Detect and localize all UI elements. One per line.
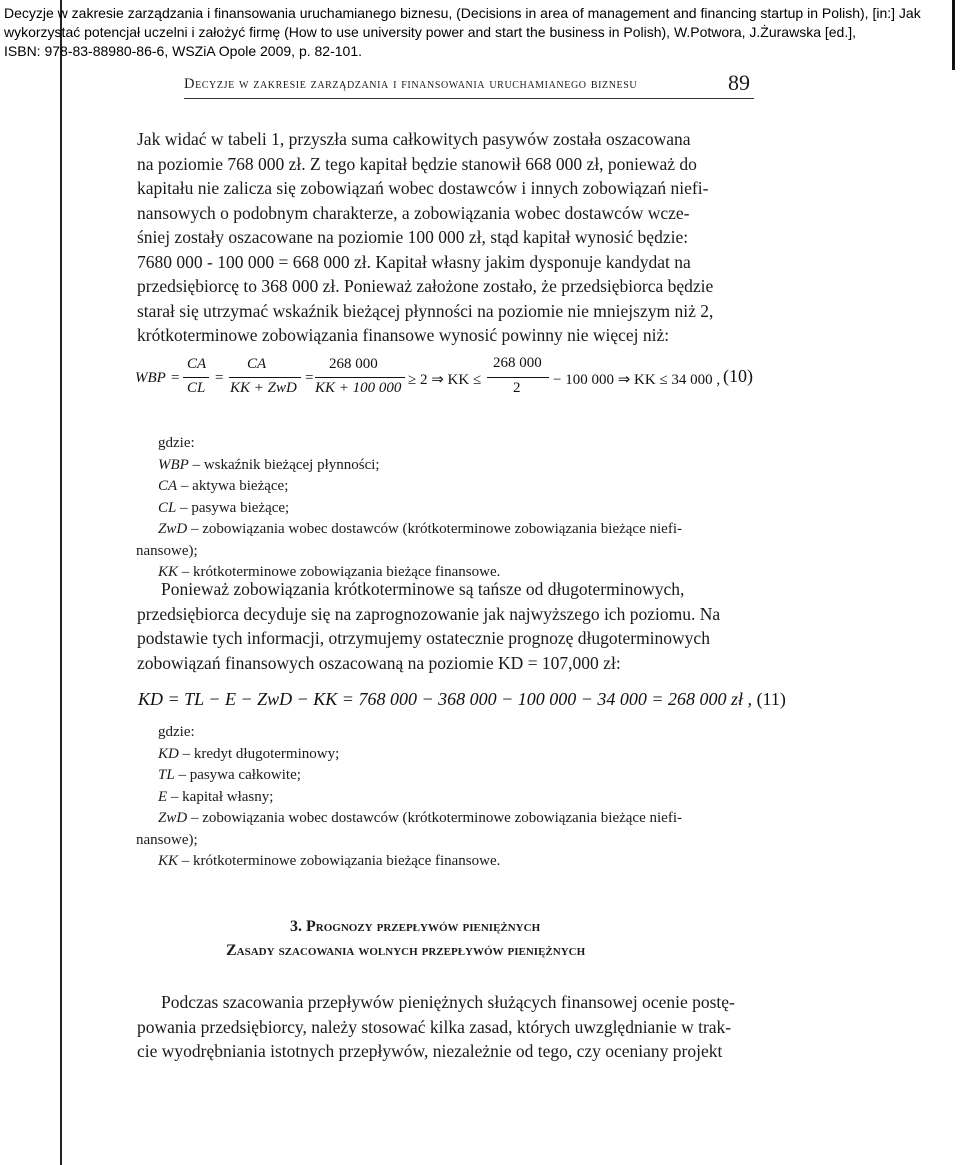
page-number: 89 <box>728 70 750 95</box>
definition-text: – kapitał własny; <box>167 788 274 805</box>
formula-operator: = <box>171 370 180 386</box>
text-line: 7680 000 - 100 000 = 668 000 zł. Kapitał własny jakim dysponuje kandydat na <box>137 251 691 272</box>
formula-operator: = <box>305 370 314 386</box>
fraction-bar <box>229 377 301 378</box>
text-line: przedsiębiorcę to 368 000 zł. Ponieważ założone zostało, że przedsiębiorca będzie <box>137 276 714 296</box>
definition-text: – wskaźnik bieżącej płynności; <box>188 456 380 473</box>
definition-text: – aktywa bieżące; <box>177 478 289 494</box>
definition-item <box>158 808 768 830</box>
definition-symbol: ZwD <box>158 521 188 537</box>
subsection-heading: Zasady szacowania wolnych przepływów pieniężnych <box>226 942 586 959</box>
formula-expression: KD = TL − E − ZwD − KK = 768 000 − 368 000 − 100 000 − 34 000 = 268 000 zł , <box>138 689 753 709</box>
definition-symbol: ZwD <box>158 810 188 826</box>
definition-text: – zobowiązania wobec dostawców (krótkoterminowe zobowiązania bieżące niefi- <box>187 521 682 537</box>
citation-line: Decyzje w zakresie zarządzania i finansowania uruchamianego biznesu, (Decisions in area of management and financing startup in Polish), [in:] Jak <box>4 5 921 21</box>
text-line: Jak widać w tabeli 1, przyszła suma całkowitych pasywów została oszacowana <box>137 129 691 149</box>
text-line: kapitału nie zalicza się zobowiązań wobec dostawców i innych zobowiązań niefi- <box>137 178 709 198</box>
definition-item <box>158 519 768 541</box>
section-heading: 3. Prognozy przepływów pieniężnych <box>290 918 541 935</box>
definition-item <box>158 765 768 787</box>
text-line: przedsiębiorca decyduje się na zaprognozowanie jak najwyższego ich poziomu. Na <box>137 603 721 624</box>
fraction-numerator: CA <box>247 356 267 372</box>
definition-item <box>158 787 768 809</box>
text-line: Podczas szacowania przepływów pieniężnych służących finansowej ocenie postę- <box>161 992 735 1012</box>
paragraph-3 <box>137 990 762 1064</box>
definition-item <box>158 498 768 520</box>
text-line: krótkoterminowe zobowiązania finansowe wynosić powinny nie więcej niż: <box>137 325 670 345</box>
formula-inequality: ≥ 2 ⇒ KK ≤ <box>408 372 482 388</box>
definition-symbol: TL <box>158 767 175 783</box>
text-line: starał się utrzymać wskaźnik bieżącej płynności na poziomie nie mniejszym niż 2, <box>137 300 714 321</box>
formula-symbol: WBP <box>135 370 166 386</box>
definition-text: – kredyt długoterminowy; <box>178 745 340 762</box>
formula-operator: = <box>215 370 224 386</box>
definition-symbol: CA <box>158 478 178 494</box>
formula-11 <box>138 689 786 710</box>
fraction-denominator: KK + 100 000 <box>315 380 402 396</box>
fraction-denominator: KK + ZwD <box>230 380 297 396</box>
equation-number: (10) <box>723 366 753 386</box>
definition-wrap: nansowe); <box>136 542 198 559</box>
fraction-numerator: 268 000 <box>329 356 378 372</box>
definition-wrap: nansowe); <box>136 831 198 848</box>
running-head <box>184 70 754 99</box>
text-line: zobowiązań finansowych oszacowaną na poziomie KD = 107,000 zł: <box>137 652 621 673</box>
fraction-denominator: CL <box>187 380 206 396</box>
formula-tail: − 100 000 ⇒ KK ≤ 34 000 , <box>553 372 721 388</box>
definitions-list-2 <box>136 722 768 873</box>
paragraph-1 <box>137 127 762 348</box>
definition-symbol: KD <box>158 745 179 762</box>
definition-item <box>158 744 768 766</box>
fraction-bar <box>487 377 549 378</box>
formula-10 <box>135 356 770 402</box>
text-line: Ponieważ zobowiązania krótkoterminowe są tańsze od długoterminowych, <box>161 579 685 599</box>
running-head-title: Decyzje w zakresie zarządzania i finansowania uruchamianego biznesu <box>184 76 638 92</box>
definition-item <box>158 455 768 477</box>
fraction-numerator: CA <box>187 356 207 372</box>
definition-symbol: KK <box>158 564 179 580</box>
text-line: powania przedsiębiorcy, należy stosować kilka zasad, których uwzględnianie w trak- <box>137 1016 732 1037</box>
text-line: śniej zostały oszacowane na poziomie 100 000 zł, stąd kapitał wynosić będzie: <box>137 227 689 247</box>
citation-line: wykorzystać potencjał uczelni i założyć firmę (How to use university power and start the business in Polish), W.Potwora, J.Żurawska [ed.], <box>4 24 857 40</box>
definition-symbol: CL <box>158 499 177 516</box>
definition-item <box>158 476 768 498</box>
definition-text: – pasywa bieżące; <box>176 499 290 516</box>
definition-text: – zobowiązania wobec dostawców (krótkoterminowe zobowiązania bieżące niefi- <box>187 810 682 826</box>
definition-text: – krótkoterminowe zobowiązania bieżące finansowe. <box>178 853 501 869</box>
definition-text: – pasywa całkowite; <box>174 767 301 783</box>
citation-header <box>4 4 954 61</box>
fraction-denominator: 2 <box>513 380 521 396</box>
definitions-list-1 <box>136 433 768 584</box>
definition-item <box>158 851 768 873</box>
definition-symbol: KK <box>158 853 179 869</box>
definition-symbol: WBP <box>158 456 189 473</box>
text-line: cie wyodrębniania istotnych przepływów, niezależnie od tego, czy oceniany projekt <box>137 1041 723 1061</box>
fraction-numerator: 268 000 <box>493 355 542 371</box>
paragraph-2 <box>137 577 762 675</box>
text-line: na poziomie 768 000 zł. Z tego kapitał będzie stanowił 668 000 zł, ponieważ do <box>137 153 697 174</box>
fraction-bar <box>315 377 405 378</box>
definitions-intro: gdzie: <box>158 435 195 451</box>
citation-line: ISBN: 978-83-88980-86-6, WSZiA Opole 2009, p. 82-101. <box>4 43 362 59</box>
text-line: nansowych o podobnym charakterze, a zobowiązania wobec dostawców wcze- <box>137 202 690 223</box>
scan-binding-line <box>60 0 62 1165</box>
definition-text: – krótkoterminowe zobowiązania bieżące finansowe. <box>178 564 501 580</box>
text-line: podstawie tych informacji, otrzymujemy ostatecznie prognozę długoterminowych <box>137 628 710 648</box>
definition-symbol: E <box>158 788 168 805</box>
fraction-bar <box>183 377 209 378</box>
equation-number: (11) <box>756 689 786 709</box>
definitions-intro: gdzie: <box>158 724 195 740</box>
